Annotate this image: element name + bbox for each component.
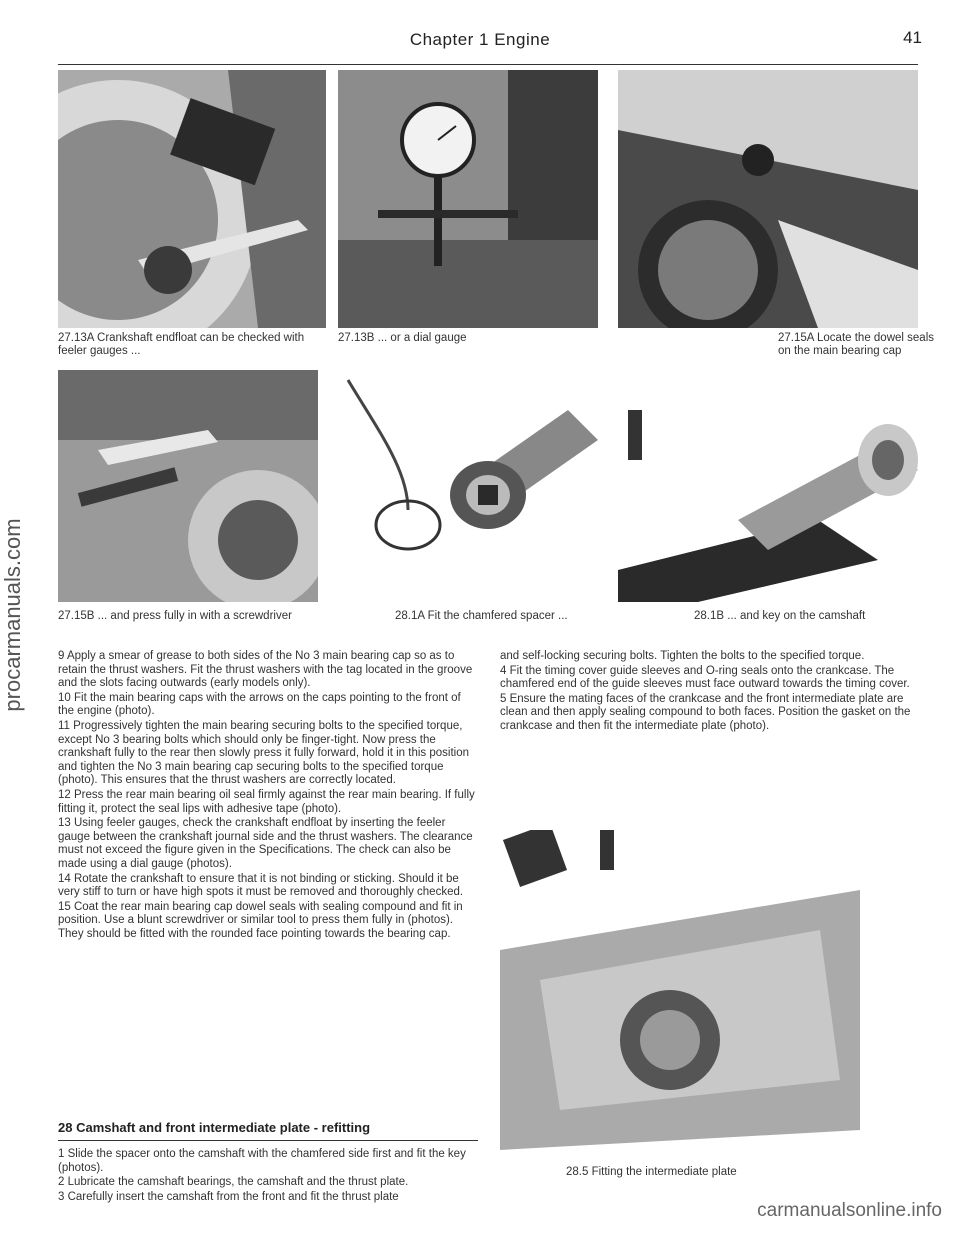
paragraph: 2 Lubricate the camshaft bearings, the camshaft and the thrust plate. [58, 1176, 409, 1189]
footer-watermark: carmanualsonline.info [757, 1200, 942, 1221]
chapter-header: Chapter 1 Engine [409, 30, 551, 49]
photo-dial-gauge-image [338, 70, 598, 328]
paragraph: 15 Coat the rear main bearing cap dowel seals with sealing compound and fit in position. Use a blunt screwdriver or similar tool to press them fully in (photos). They should be fitted with the rounded face pointing towards the bearing cap. [58, 900, 463, 940]
paragraph: 3 Carefully insert the camshaft from the front and fit the thrust plate [58, 1190, 399, 1203]
side-watermark [0, 450, 28, 780]
paragraph: 4 Fit the timing cover guide sleeves and O-ring seals onto the crankcase. The chamfered end of the guide sleeves must face outward towards the timing cover. [500, 664, 910, 691]
paragraph: 10 Fit the main bearing caps with the arrows on the caps pointing to the front of the engine (photo). [58, 691, 461, 718]
photo-chamfered-spacer [338, 370, 598, 602]
section-heading: 28 Camshaft and front intermediate plate - refitting [58, 1120, 478, 1141]
photo-crankshaft-feeler-gauge [58, 70, 326, 328]
caption-28-1a: 28.1A Fit the chamfered spacer ... [395, 610, 568, 622]
photo-chamfered-spacer-image [338, 370, 598, 602]
paragraph: and self-locking securing bolts. Tighten the bolts to the specified torque. [500, 650, 865, 662]
paragraph: 13 Using feeler gauges, check the crankshaft endfloat by inserting the feeler gauge between the crankshaft journal side and the thrust washers. The clearance must not exceed the figure given in the Specifications. The check can also be made using a dial gauge (photos). [58, 817, 473, 870]
paragraph: 1 Slide the spacer onto the camshaft with the chamfered side first and fit the key (photos). [58, 1148, 466, 1174]
caption-28-1b: 28.1B ... and key on the camshaft [694, 610, 866, 622]
paragraph: 12 Press the rear main bearing oil seal firmly against the rear main bearing. If fully fitting it, protect the seal lips with adhesive tape (photo). [58, 788, 475, 815]
caption-28-5: 28.5 Fitting the intermediate plate [566, 1166, 737, 1178]
photo-dial-gauge [338, 70, 598, 328]
paragraph: 14 Rotate the crankshaft to ensure that it is not binding or sticking. Should it be very stiff to turn or have high spots it must be removed and thoroughly checked. [58, 872, 464, 899]
page-number: 41 [903, 28, 922, 47]
side-watermark-text: procarmanuals.com [0, 518, 25, 712]
caption-27-15a: 27.15A Locate the dowel seals on the main bearing cap [778, 332, 935, 357]
photo-crankshaft-feeler-gauge-image [58, 70, 326, 328]
left-text-column [58, 650, 478, 942]
header-rule [58, 64, 918, 65]
right-text-column [500, 650, 918, 735]
photo-camshaft-key-image [618, 370, 918, 602]
photo-camshaft-key [618, 370, 918, 602]
photo-dowel-seals-image [618, 70, 918, 328]
paragraph: 9 Apply a smear of grease to both sides of the No 3 main bearing cap so as to retain the thrust washers. Fit the thrust washers with the tag located in the groove and the slots facing outwards (early models only). [58, 650, 473, 690]
section-text [58, 1148, 478, 1205]
photo-press-with-screwdriver-image [58, 370, 318, 602]
caption-27-13a: 27.13A Crankshaft endfloat can be checked with feeler gauges ... [58, 332, 305, 357]
paragraph: 5 Ensure the mating faces of the crankcase and the front intermediate plate are clean and then apply sealing compound to both faces. Position the gasket on the crankcase and then fit the intermediate plate (photo). [500, 692, 911, 732]
paragraph: 11 Progressively tighten the main bearing securing bolts to the specified torque, except No 3 bearing bolts which should only be finger-tight. Now press the crankshaft fully to the rear then slowly press it fully forward, hold it in this position and tighten the No 3 main bearing cap securing bolts to the specified torque (photo). This ensures that the thrust washers are correctly located. [58, 719, 469, 787]
caption-27-13b: 27.13B ... or a dial gauge [338, 332, 467, 344]
photo-intermediate-plate [500, 830, 860, 1160]
photo-intermediate-plate-image [500, 830, 860, 1160]
photo-press-with-screwdriver [58, 370, 318, 602]
caption-27-15b: 27.15B ... and press fully in with a screwdriver [58, 610, 292, 622]
photo-dowel-seals [618, 70, 918, 328]
